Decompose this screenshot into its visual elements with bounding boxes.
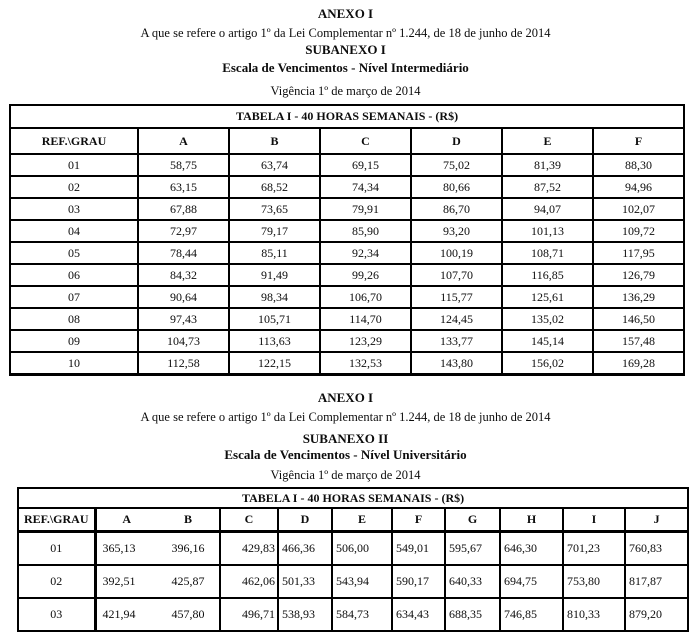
value-cell: 157,48 — [593, 330, 684, 352]
table-row — [10, 264, 684, 286]
value-cell: 125,61 — [502, 286, 593, 308]
value-cell: 462,06 — [220, 565, 278, 598]
grade-column-header: H — [500, 508, 563, 532]
salary-table-nivel-intermediario — [9, 104, 685, 376]
subanexo-title: SUBANEXO II — [302, 431, 389, 446]
value-cell: 106,70 — [320, 286, 411, 308]
value-cell: 116,85 — [502, 264, 593, 286]
grade-column-header: A — [95, 508, 157, 532]
value-cell: 122,15 — [229, 352, 320, 375]
value-cell: 105,71 — [229, 308, 320, 330]
value-cell: 810,33 — [563, 598, 625, 631]
value-cell: 879,20 — [625, 598, 688, 631]
value-cell: 100,19 — [411, 242, 502, 264]
value-cell: 646,30 — [500, 532, 563, 566]
anexo-title: ANEXO I — [317, 390, 374, 405]
table-row — [10, 198, 684, 220]
value-cell: 457,80 — [157, 598, 220, 631]
value-cell: 365,13 — [95, 532, 157, 566]
value-cell: 58,75 — [138, 154, 229, 176]
value-cell: 133,77 — [411, 330, 502, 352]
anexo-title: ANEXO I — [317, 6, 374, 21]
section-subanexo-i — [0, 6, 691, 376]
value-cell: 98,34 — [229, 286, 320, 308]
grade-column-header: D — [411, 128, 502, 154]
value-cell: 74,34 — [320, 176, 411, 198]
table-title-row — [18, 488, 688, 508]
value-cell: 107,70 — [411, 264, 502, 286]
value-cell: 584,73 — [332, 598, 392, 631]
value-cell: 392,51 — [95, 565, 157, 598]
value-cell: 701,23 — [563, 532, 625, 566]
value-cell: 156,02 — [502, 352, 593, 375]
value-cell: 115,77 — [411, 286, 502, 308]
value-cell: 79,17 — [229, 220, 320, 242]
table-row — [18, 532, 688, 566]
value-cell: 75,02 — [411, 154, 502, 176]
value-cell: 101,13 — [502, 220, 593, 242]
escala-title: Escala de Vencimentos - Nível Universitário — [224, 447, 467, 462]
ref-cell: 06 — [10, 264, 138, 286]
table-row — [10, 286, 684, 308]
ref-cell: 04 — [10, 220, 138, 242]
value-cell: 113,63 — [229, 330, 320, 352]
value-cell: 817,87 — [625, 565, 688, 598]
table-title: TABELA I - 40 HORAS SEMANAIS - (R$) — [18, 488, 688, 508]
grade-column-header: E — [502, 128, 593, 154]
table-row — [10, 330, 684, 352]
value-cell: 746,85 — [500, 598, 563, 631]
grade-column-header: B — [157, 508, 220, 532]
value-cell: 396,16 — [157, 532, 220, 566]
table-header-row — [10, 128, 684, 154]
ref-cell: 09 — [10, 330, 138, 352]
value-cell: 640,33 — [445, 565, 500, 598]
value-cell: 94,07 — [502, 198, 593, 220]
table-row — [10, 308, 684, 330]
value-cell: 429,83 — [220, 532, 278, 566]
ref-grau-header: REF.\GRAU — [18, 508, 95, 532]
value-cell: 69,15 — [320, 154, 411, 176]
value-cell: 90,64 — [138, 286, 229, 308]
grade-column-header: A — [138, 128, 229, 154]
value-cell: 80,66 — [411, 176, 502, 198]
value-cell: 114,70 — [320, 308, 411, 330]
value-cell: 84,32 — [138, 264, 229, 286]
grade-column-header: J — [625, 508, 688, 532]
value-cell: 135,02 — [502, 308, 593, 330]
value-cell: 68,52 — [229, 176, 320, 198]
ref-grau-header: REF.\GRAU — [10, 128, 138, 154]
value-cell: 117,95 — [593, 242, 684, 264]
value-cell: 93,20 — [411, 220, 502, 242]
ref-cell: 02 — [10, 176, 138, 198]
value-cell: 136,29 — [593, 286, 684, 308]
value-cell: 94,96 — [593, 176, 684, 198]
value-cell: 126,79 — [593, 264, 684, 286]
value-cell: 146,50 — [593, 308, 684, 330]
value-cell: 112,58 — [138, 352, 229, 375]
grade-column-header: F — [593, 128, 684, 154]
table-header-row — [18, 508, 688, 532]
value-cell: 425,87 — [157, 565, 220, 598]
value-cell: 79,91 — [320, 198, 411, 220]
value-cell: 501,33 — [278, 565, 332, 598]
value-cell: 753,80 — [563, 565, 625, 598]
ref-cell: 01 — [10, 154, 138, 176]
ref-cell: 07 — [10, 286, 138, 308]
value-cell: 92,34 — [320, 242, 411, 264]
value-cell: 104,73 — [138, 330, 229, 352]
value-cell: 88,30 — [593, 154, 684, 176]
value-cell: 97,43 — [138, 308, 229, 330]
value-cell: 87,52 — [502, 176, 593, 198]
value-cell: 590,17 — [392, 565, 445, 598]
reference-line: A que se refere o artigo 1º da Lei Complementar nº 1.244, de 18 de junho de 2014 — [140, 26, 551, 40]
value-cell: 506,00 — [332, 532, 392, 566]
grade-column-header: B — [229, 128, 320, 154]
value-cell: 421,94 — [95, 598, 157, 631]
value-cell: 63,15 — [138, 176, 229, 198]
vigencia-line: Vigência 1º de março de 2014 — [270, 84, 421, 98]
table-row — [10, 242, 684, 264]
table-row — [18, 598, 688, 631]
value-cell: 169,28 — [593, 352, 684, 375]
grade-column-header: C — [220, 508, 278, 532]
value-cell: 595,67 — [445, 532, 500, 566]
value-cell: 132,53 — [320, 352, 411, 375]
value-cell: 538,93 — [278, 598, 332, 631]
value-cell: 694,75 — [500, 565, 563, 598]
value-cell: 86,70 — [411, 198, 502, 220]
value-cell: 688,35 — [445, 598, 500, 631]
ref-cell: 10 — [10, 352, 138, 375]
value-cell: 549,01 — [392, 532, 445, 566]
value-cell: 124,45 — [411, 308, 502, 330]
value-cell: 72,97 — [138, 220, 229, 242]
value-cell: 634,43 — [392, 598, 445, 631]
value-cell: 91,49 — [229, 264, 320, 286]
value-cell: 85,90 — [320, 220, 411, 242]
value-cell: 123,29 — [320, 330, 411, 352]
value-cell: 108,71 — [502, 242, 593, 264]
value-cell: 543,94 — [332, 565, 392, 598]
value-cell: 109,72 — [593, 220, 684, 242]
section-subanexo-ii — [0, 390, 691, 632]
grade-column-header: I — [563, 508, 625, 532]
value-cell: 466,36 — [278, 532, 332, 566]
value-cell: 67,88 — [138, 198, 229, 220]
vigencia-line: Vigência 1º de março de 2014 — [270, 468, 421, 482]
grade-column-header: C — [320, 128, 411, 154]
value-cell: 63,74 — [229, 154, 320, 176]
table-title: TABELA I - 40 HORAS SEMANAIS - (R$) — [10, 105, 684, 128]
value-cell: 73,65 — [229, 198, 320, 220]
ref-cell: 08 — [10, 308, 138, 330]
value-cell: 81,39 — [502, 154, 593, 176]
value-cell: 102,07 — [593, 198, 684, 220]
salary-table-nivel-universitario — [17, 487, 689, 632]
table-row — [10, 176, 684, 198]
table-row — [10, 352, 684, 375]
value-cell: 99,26 — [320, 264, 411, 286]
escala-title: Escala de Vencimentos - Nível Intermediário — [222, 60, 469, 75]
table-row — [18, 565, 688, 598]
table-row — [10, 154, 684, 176]
ref-cell: 03 — [10, 198, 138, 220]
ref-cell: 02 — [18, 565, 95, 598]
grade-column-header: G — [445, 508, 500, 532]
value-cell: 143,80 — [411, 352, 502, 375]
ref-cell: 05 — [10, 242, 138, 264]
ref-cell: 03 — [18, 598, 95, 631]
value-cell: 85,11 — [229, 242, 320, 264]
grade-column-header: E — [332, 508, 392, 532]
reference-line: A que se refere o artigo 1º da Lei Complementar nº 1.244, de 18 de junho de 2014 — [140, 410, 551, 424]
table-row — [10, 220, 684, 242]
value-cell: 496,71 — [220, 598, 278, 631]
grade-column-header: D — [278, 508, 332, 532]
value-cell: 145,14 — [502, 330, 593, 352]
subanexo-title: SUBANEXO I — [305, 42, 386, 57]
grade-column-header: F — [392, 508, 445, 532]
table-title-row — [10, 105, 684, 128]
value-cell: 78,44 — [138, 242, 229, 264]
ref-cell: 01 — [18, 532, 95, 566]
value-cell: 760,83 — [625, 532, 688, 566]
